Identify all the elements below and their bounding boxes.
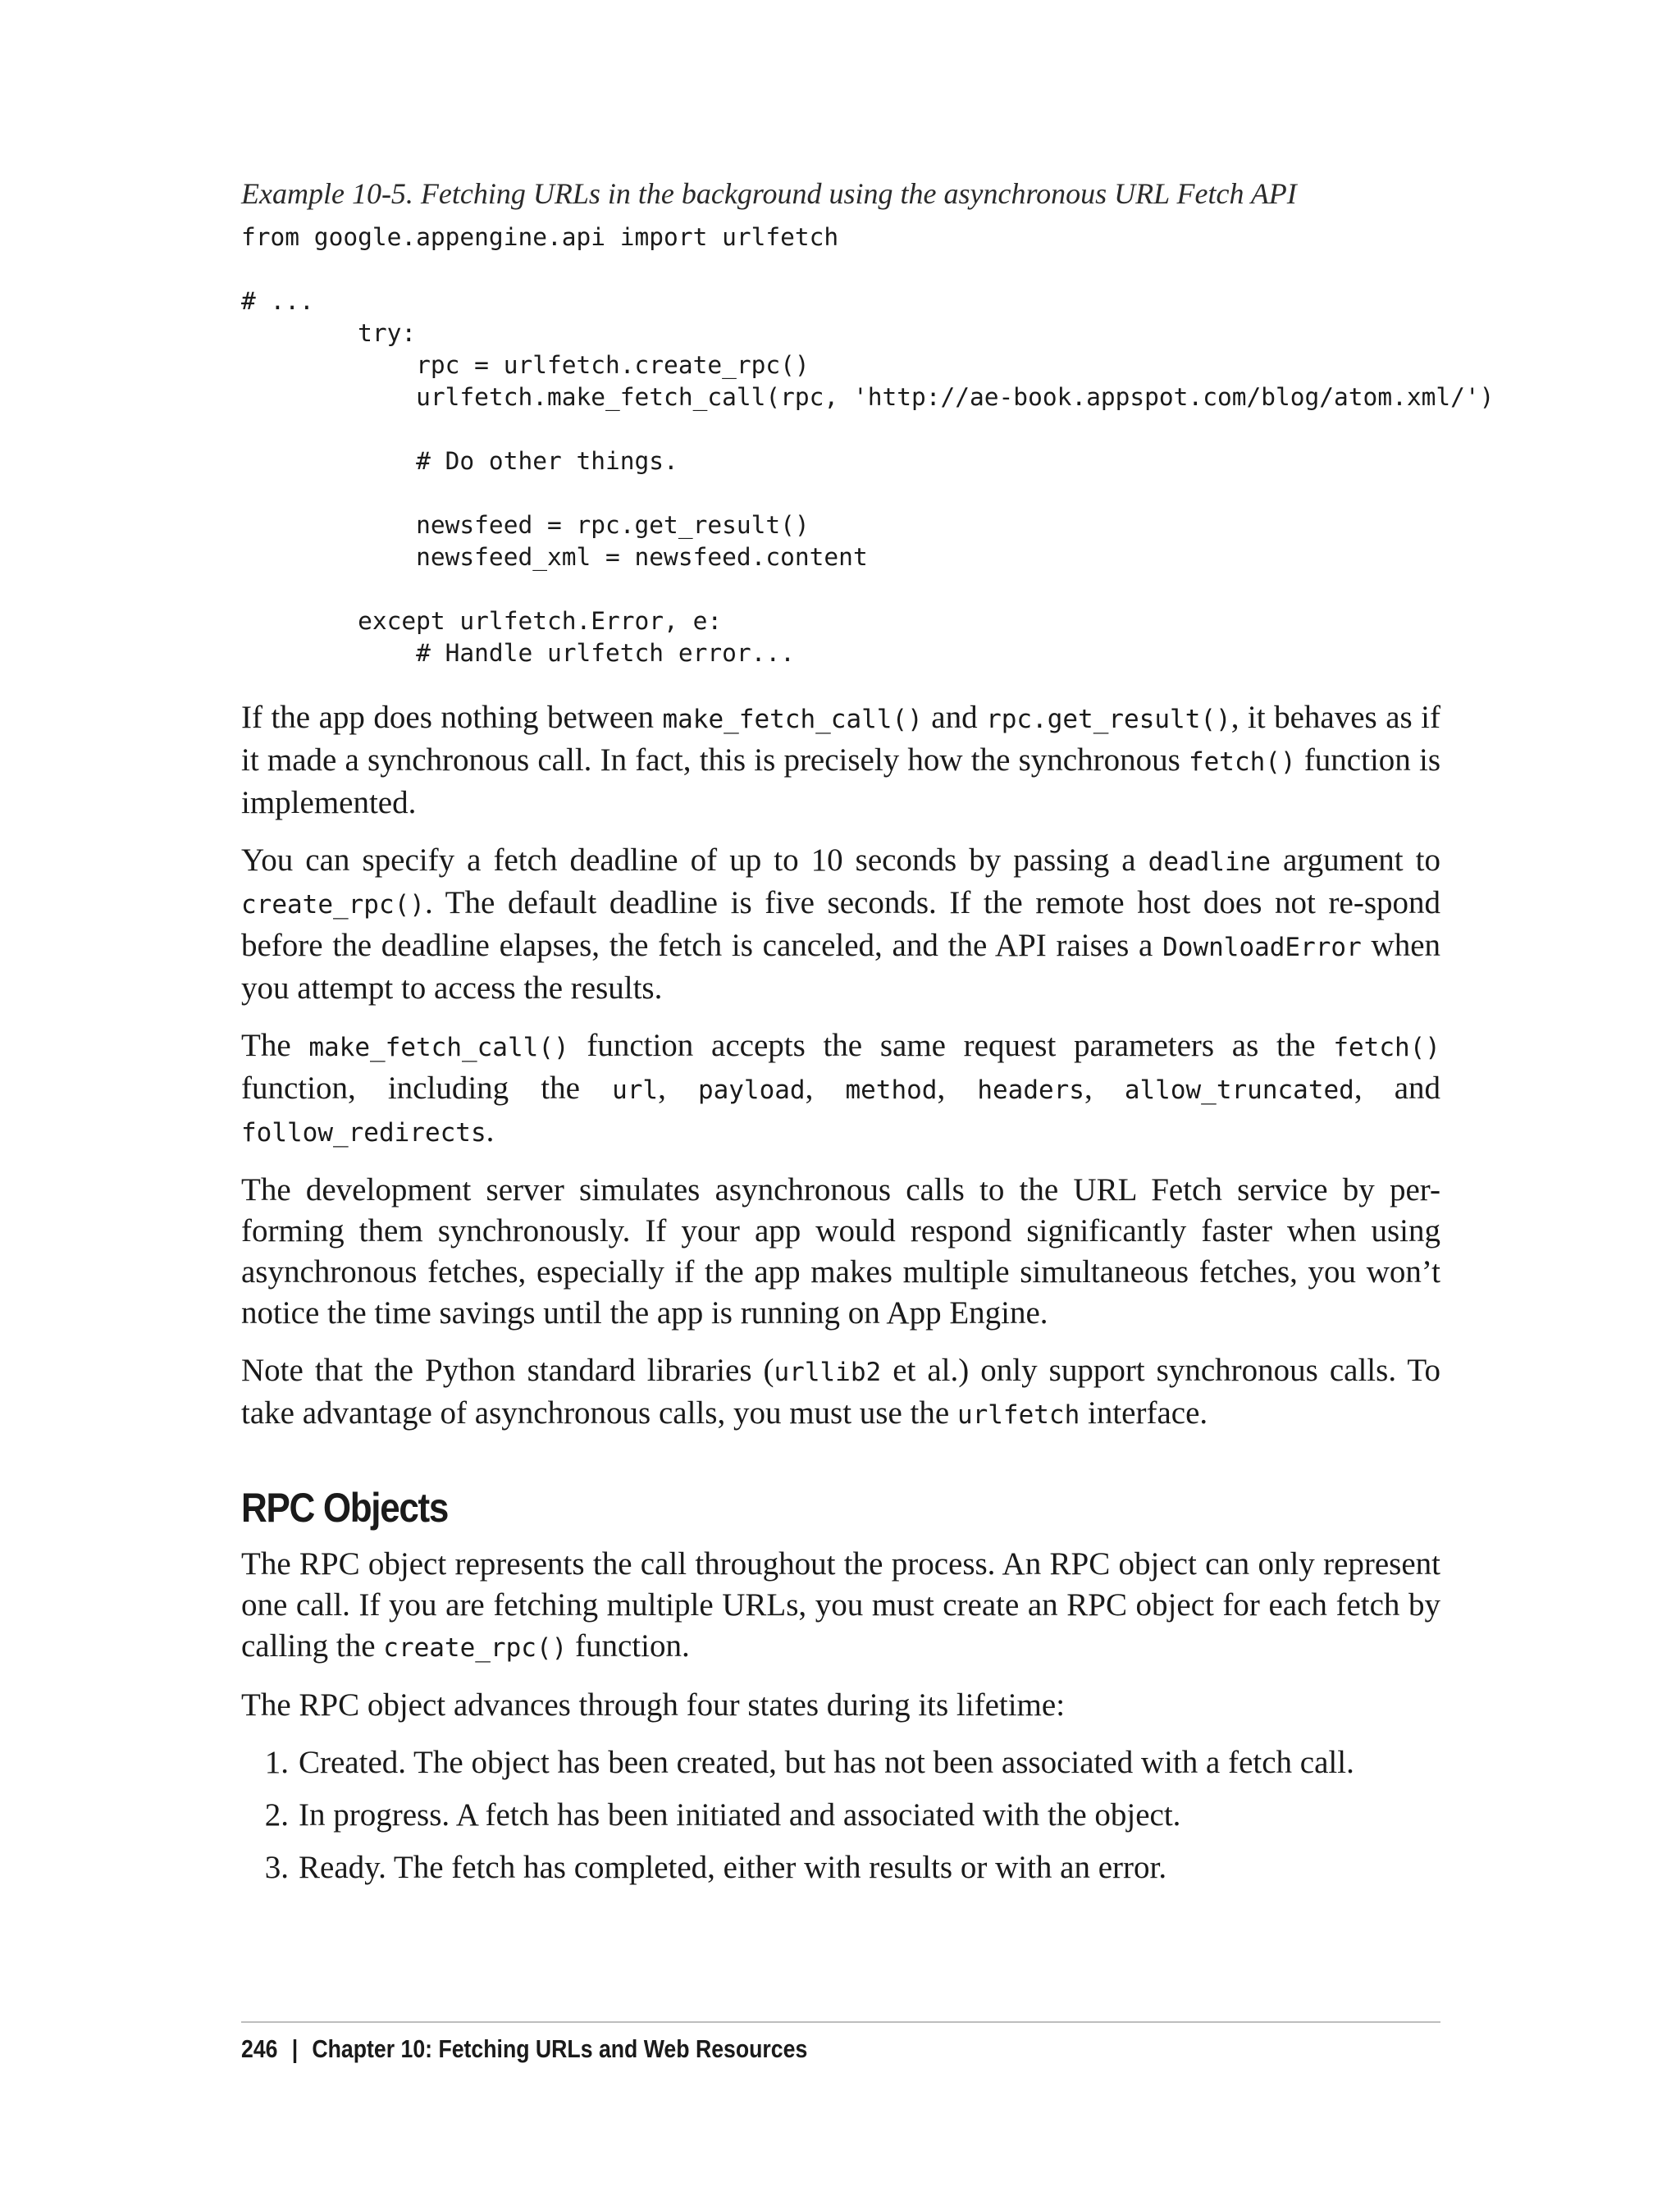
list-item-number: 1. <box>264 1745 289 1780</box>
section-paragraphs <box>241 1544 1440 1726</box>
paragraph-text: , it behaves as if it made a synchronous call. In fact, this is precisely how the synchronous <box>241 700 1440 778</box>
inline-code: rpc.get_result() <box>986 705 1231 734</box>
list-item <box>241 1795 1440 1836</box>
paragraph-text: , <box>1084 1071 1125 1106</box>
paragraph-text: and <box>922 700 987 735</box>
body-paragraph <box>241 697 1440 824</box>
page-body <box>241 174 1495 1900</box>
code-listing: from google.appengine.api import urlfetch # ... try: rpc = urlfetch.create_rpc() urlfetch.make_fetch_call(rpc, 'http://ae-book.appspot.com/blog/atom.xml/') # Do other things. newsfeed = rpc.get_result() newsfeed_xml = newsfeed.content except urlfetch.Error, e: # Handle urlfetch error... <box>241 223 1495 667</box>
body-paragraph <box>241 1350 1440 1436</box>
paragraph-text: , <box>658 1071 698 1106</box>
paragraph-text: The RPC object advances through four states during its lifetime: <box>241 1687 1066 1723</box>
inline-code: make_fetch_call() <box>308 1033 569 1062</box>
inline-code: urlfetch <box>956 1400 1080 1430</box>
paragraph-text: when you attempt to access the results. <box>241 928 1441 1006</box>
body-paragraphs <box>241 697 1440 1436</box>
inline-code: payload <box>697 1075 806 1105</box>
page-footer <box>241 2033 807 2066</box>
body-paragraph <box>241 1025 1440 1153</box>
paragraph-text: . <box>486 1113 495 1148</box>
chapter-title: Chapter 10: Fetching URLs and Web Resources <box>312 2034 808 2063</box>
paragraph-text: If the app does nothing between <box>241 700 663 735</box>
inline-code: deadline <box>1148 847 1271 877</box>
paragraph-text: Note that the Python standard libraries ( <box>241 1353 774 1388</box>
paragraph-text: function. <box>567 1628 690 1664</box>
states-list <box>241 1742 1440 1888</box>
paragraph-text: The development server simulates asynchronous calls to the URL Fetch service by per-forming them synchronously. If your app would respond significantly faster when using asynchronous fetches, especially if the app makes multiple simultaneous fetches, you won’t notice the time savings until the app is running on App Engine. <box>241 1172 1440 1331</box>
list-item-text: Ready. The fetch has completed, either with results or with an error. <box>299 1850 1167 1885</box>
inline-code: make_fetch_call() <box>662 705 923 734</box>
paragraph-text: et al.) only support synchronous calls. To take advantage of asynchronous calls, you must use the <box>241 1353 1440 1431</box>
page-number: 246 <box>241 2034 278 2063</box>
paragraph-text: function is implemented. <box>241 742 1440 820</box>
inline-code: fetch() <box>1333 1033 1440 1062</box>
footer-divider <box>241 2021 1440 2023</box>
list-item-number: 2. <box>264 1797 289 1833</box>
body-paragraph <box>241 840 1440 1009</box>
paragraph-text: You can specify a fetch deadline of up to 10 seconds by passing a <box>241 842 1148 878</box>
paragraph-text: , <box>937 1071 978 1106</box>
list-item <box>241 1847 1440 1888</box>
body-paragraph <box>241 1170 1440 1334</box>
list-item-text: In progress. A fetch has been initiated and associated with the object. <box>299 1797 1181 1833</box>
paragraph-text: , <box>805 1071 846 1106</box>
body-paragraph <box>241 1685 1440 1726</box>
inline-code: headers <box>977 1075 1084 1105</box>
inline-code: follow_redirects <box>241 1118 486 1148</box>
inline-code: DownloadError <box>1162 933 1362 962</box>
body-paragraph <box>241 1544 1440 1669</box>
section-heading: RPC Objects <box>241 1485 448 1531</box>
paragraph-text: interface. <box>1080 1395 1208 1431</box>
inline-code: url <box>612 1075 659 1105</box>
paragraph-text: . The default deadline is five seconds. If the remote host does not re-spond before the deadline elapses, the fetch is canceled, and the API raises a <box>241 885 1440 963</box>
inline-code: allow_truncated <box>1124 1075 1354 1105</box>
paragraph-text: argument to <box>1270 842 1440 878</box>
list-item-text: Created. The object has been created, but has not been associated with a fetch call. <box>299 1745 1354 1780</box>
list-item <box>241 1742 1440 1783</box>
example-caption: Example 10-5. Fetching URLs in the background using the asynchronous URL Fetch API <box>241 177 1297 210</box>
paragraph-text: The RPC object represents the call throughout the process. An RPC object can only represent one call. If you are fetching multiple URLs, you must create an RPC object for each fetch by calling the <box>241 1546 1440 1664</box>
paragraph-text: function, including the <box>241 1071 613 1106</box>
inline-code: create_rpc() <box>383 1633 568 1663</box>
inline-code: urllib2 <box>774 1358 882 1387</box>
list-item-number: 3. <box>264 1850 289 1885</box>
inline-code: fetch() <box>1188 747 1296 777</box>
paragraph-text: , and <box>1354 1071 1441 1106</box>
footer-separator: | <box>291 2034 299 2063</box>
inline-code: method <box>845 1075 938 1105</box>
inline-code: create_rpc() <box>241 890 425 920</box>
paragraph-text: function accepts the same request parameters as the <box>568 1028 1334 1063</box>
paragraph-text: The <box>241 1028 309 1063</box>
